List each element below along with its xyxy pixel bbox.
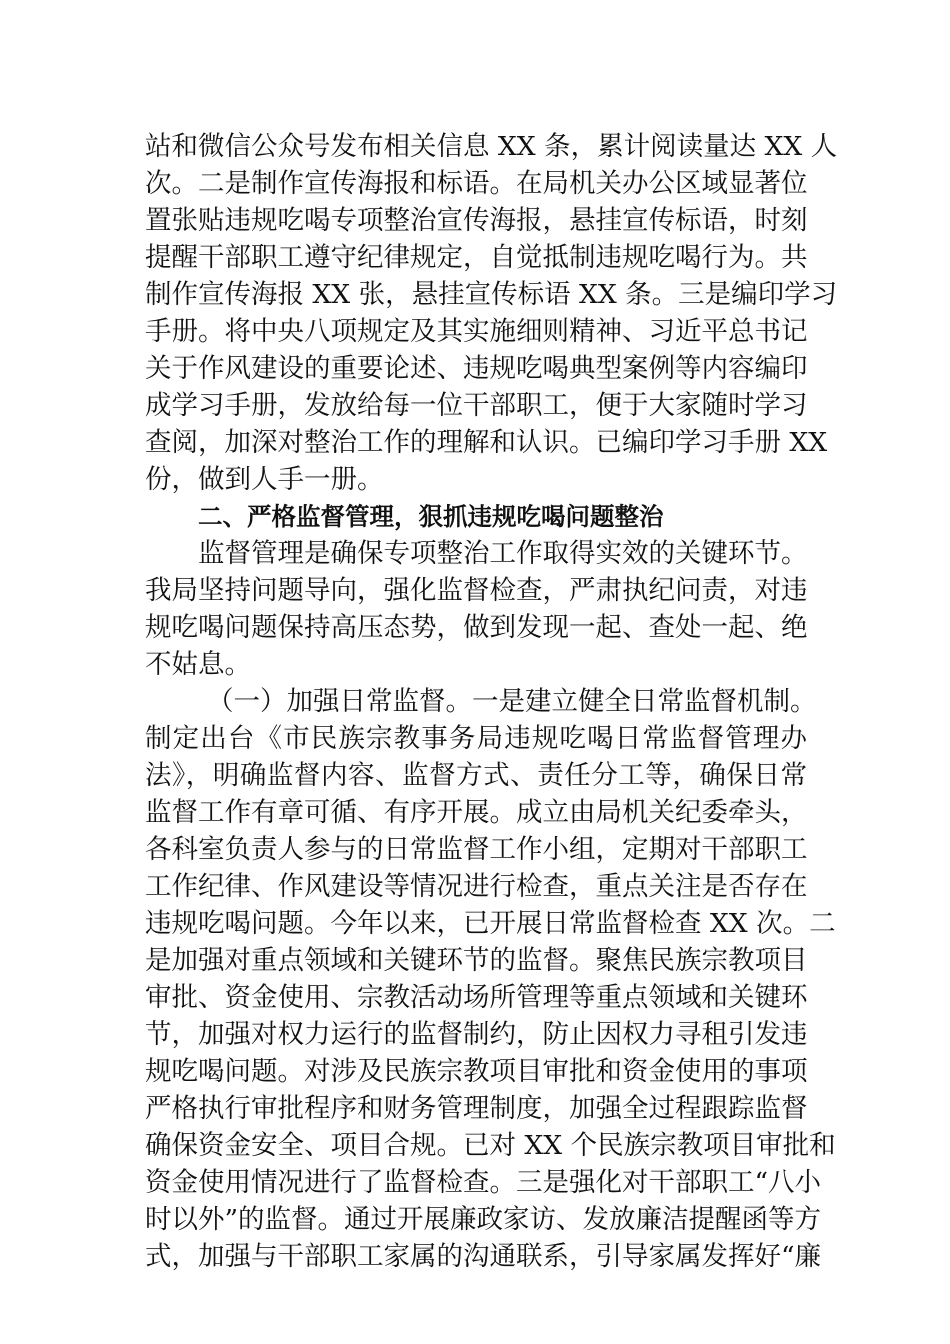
body-line: 制作宣传海报 XX 张，悬挂宣传标语 XX 条。三是编印学习 — [145, 279, 838, 310]
body-line: 时以外”的监督。通过开展廉政家访、发放廉洁提醒函等方 — [145, 1204, 822, 1235]
body-line: （一）加强日常监督。一是建立健全日常监督机制。 — [207, 686, 817, 717]
body-line: 不姑息。 — [145, 649, 251, 680]
document-body — [145, 128, 838, 1275]
body-line: 各科室负责人参与的日常监督工作小组，定期对干部职工 — [145, 834, 808, 865]
body-line: 工作纪律、作风建设等情况进行检查，重点关注是否存在 — [145, 871, 808, 902]
body-line: 监督管理是确保专项整治工作取得实效的关键环节。 — [198, 538, 808, 569]
section-heading: 二、严格监督管理，狠抓违规吃喝问题整治 — [198, 502, 664, 531]
body-line: 资金使用情况进行了监督检查。三是强化对干部职工“八小 — [145, 1167, 822, 1198]
body-line: 法》，明确监督内容、监督方式、责任分工等，确保日常 — [145, 760, 807, 791]
body-line: 份，做到人手一册。 — [145, 464, 384, 495]
body-line: 提醒干部职工遵守纪律规定，自觉抵制违规吃喝行为。共 — [145, 242, 808, 273]
body-line: 查阅，加深对整治工作的理解和认识。已编印学习手册 XX — [145, 427, 828, 458]
body-line: 置张贴违规吃喝专项整治宣传海报，悬挂宣传标语，时刻 — [145, 205, 808, 236]
body-line: 审批、资金使用、宗教活动场所管理等重点领域和关键环 — [145, 982, 808, 1013]
body-line: 监督工作有章可循、有序开展。成立由局机关纪委牵头， — [145, 797, 808, 828]
body-line: 成学习手册，发放给每一位干部职工，便于大家随时学习 — [145, 390, 808, 421]
body-line: 制定出台《市民族宗教事务局违规吃喝日常监督管理办 — [145, 723, 807, 754]
body-line: 关于作风建设的重要论述、违规吃喝典型案例等内容编印 — [145, 353, 808, 384]
body-line: 站和微信公众号发布相关信息 XX 条，累计阅读量达 XX 人 — [145, 131, 838, 162]
body-line: 规吃喝问题。对涉及民族宗教项目审批和资金使用的事项 — [145, 1056, 808, 1087]
body-line: 式，加强与干部职工家属的沟通联系，引导家属发挥好“廉 — [145, 1241, 822, 1272]
body-line: 节，加强对权力运行的监督制约，防止因权力寻租引发违 — [145, 1019, 808, 1050]
body-line: 严格执行审批程序和财务管理制度，加强全过程跟踪监督 — [145, 1093, 808, 1124]
body-line: 次。二是制作宣传海报和标语。在局机关办公区域显著位 — [145, 168, 808, 199]
body-line: 是加强对重点领域和关键环节的监督。聚焦民族宗教项目 — [145, 945, 808, 976]
body-line: 手册。将中央八项规定及其实施细则精神、习近平总书记 — [145, 316, 808, 347]
body-line: 确保资金安全、项目合规。已对 XX 个民族宗教项目审批和 — [145, 1130, 836, 1161]
body-line: 违规吃喝问题。今年以来，已开展日常监督检查 XX 次。二 — [145, 908, 836, 939]
body-line: 我局坚持问题导向，强化监督检查，严肃执纪问责，对违 — [145, 575, 808, 606]
body-line: 规吃喝问题保持高压态势，做到发现一起、查处一起、绝 — [145, 612, 808, 643]
